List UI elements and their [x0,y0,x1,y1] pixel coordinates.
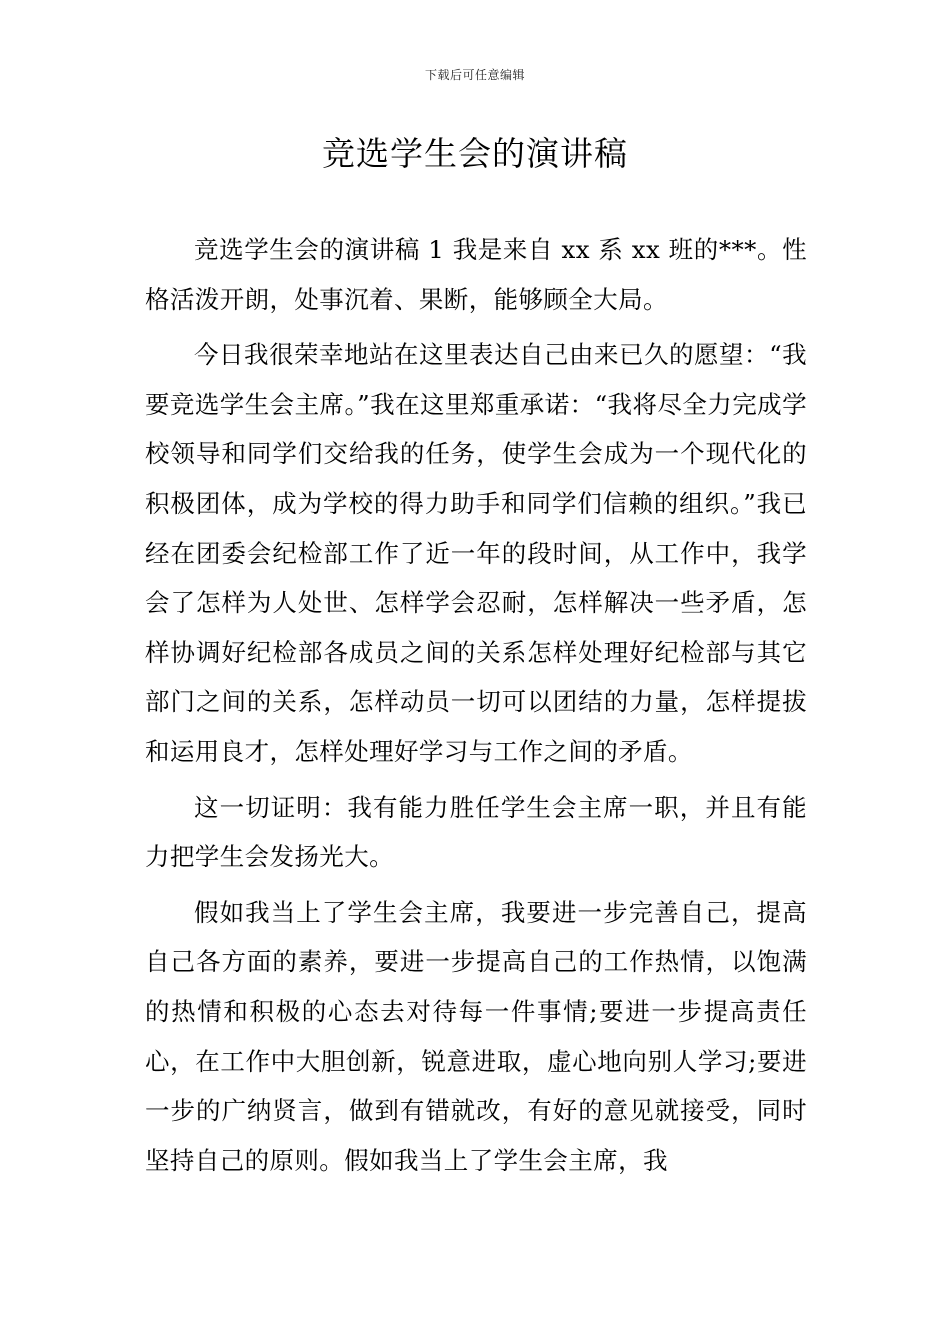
paragraph-3: 这一切证明：我有能力胜任学生会主席一职，并且有能力把学生会发扬光大。 [145,792,807,872]
document-title: 竞选学生会的演讲稿 [322,134,628,173]
header-note: 下载后可任意编辑 [424,68,525,82]
paragraph-1: 竞选学生会的演讲稿 1 我是来自 xx 系 xx 班的***。性格活泼开朗，处事沉着、果断，能够顾全大局。 [145,235,807,314]
document-body [145,225,807,1191]
paragraph-4: 假如我当上了学生会主席，我要进一步完善自己，提高自己各方面的素养，要进一步提高自己的工作热情，以饱满的热情和积极的心态去对待每一件事情;要进一步提高责任心，在工作中大胆创新，锐意进取，虚心地向别人学习;要进一步的广纳贤言，做到有错就改，有好的意见就接受，同时坚持自己的原则。假如我当上了学生会主席，我 [145,897,807,1175]
paragraph-2: 今日我很荣幸地站在这里表达自己由来已久的愿望：“我要竞选学生会主席。”我在这里郑重承诺：“我将尽全力完成学校领导和同学们交给我的任务，使学生会成为一个现代化的积极团体，成为学校的得力助手和同学们信赖的组织。”我已经在团委会纪检部工作了近一年的段时间，从工作中，我学会了怎样为人处世、怎样学会忍耐，怎样解决一些矛盾，怎样协调好纪检部各成员之间的关系怎样处理好纪检部与其它部门之间的关系，怎样动员一切可以团结的力量，怎样提拔和运用良才，怎样处理好学习与工作之间的矛盾。 [145,340,807,766]
